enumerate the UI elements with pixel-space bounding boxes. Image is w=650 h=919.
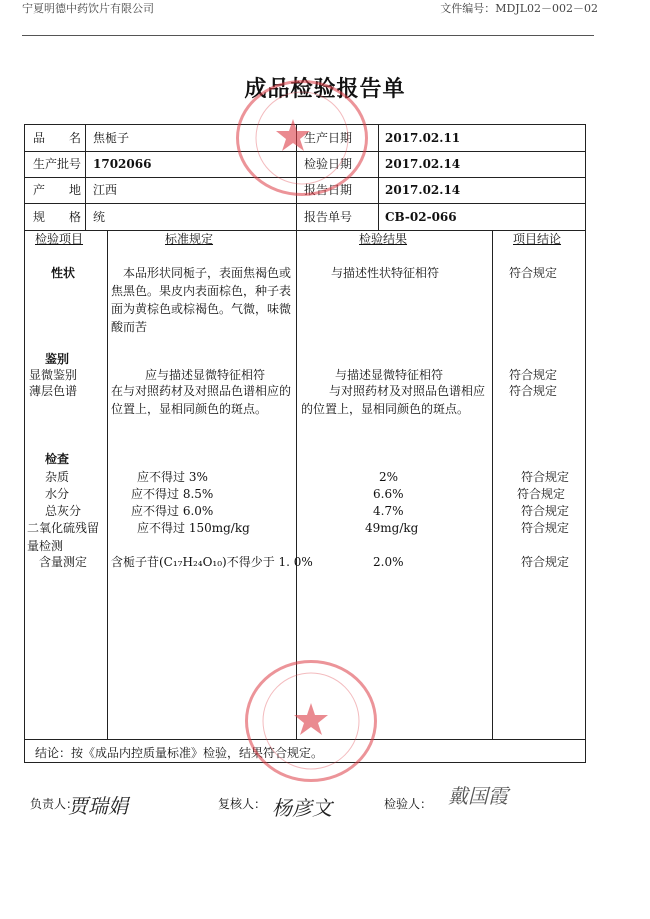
prod-date-label: 生产日期 (304, 131, 353, 145)
col-header-item: 检验项目 (35, 232, 84, 246)
item-ash: 总灰分 (45, 504, 82, 518)
review-label: 复核人： (218, 797, 267, 811)
row-divider (25, 203, 585, 204)
con-so2: 符合规定 (521, 521, 570, 535)
report-date: 2017.02.14 (385, 183, 461, 197)
page-title: 成品检验报告单 (244, 76, 406, 102)
std-tlc: 在与对照药材及对照品色谱相应的位置上，显相同颜色的斑点。 (111, 384, 292, 416)
res-moisture: 6.6% (373, 487, 404, 501)
col-header-result: 检验结果 (359, 232, 408, 246)
item-so2: 二氧化硫残留量检测 (27, 521, 100, 553)
con-impurity: 符合规定 (521, 470, 570, 484)
name-label: 品 名 (33, 131, 82, 145)
resp-label: 负责人： (30, 797, 79, 811)
item-inspection: 检查 (45, 452, 70, 466)
origin-label: 产 地 (33, 183, 82, 197)
review-signature: 杨彦文 (272, 796, 332, 820)
con-ash: 符合规定 (521, 504, 570, 518)
col-header-standard: 标准规定 (165, 232, 214, 246)
origin: 江西 (93, 183, 118, 197)
std-content: 含栀子苷(C₁₇H₂₄O₁₀)不得少于 1. 0% (111, 555, 313, 569)
row-divider (25, 230, 585, 231)
std-moisture: 应不得过 8.5% (131, 487, 214, 501)
batch-label: 生产批号 (33, 157, 82, 171)
prod-date: 2017.02.11 (385, 131, 461, 145)
test-date: 2017.02.14 (385, 157, 461, 171)
res-microscopy: 与描述显微特征相符 (335, 368, 444, 382)
res-appearance: 与描述性状特征相符 (331, 266, 440, 280)
report-number: CB-02-066 (385, 210, 457, 224)
std-impurity: 应不得过 3% (137, 470, 208, 484)
item-content: 含量测定 (39, 555, 88, 569)
res-ash: 4.7% (373, 504, 404, 518)
item-tlc: 薄层色谱 (29, 384, 78, 398)
spec: 统 (93, 210, 106, 224)
test-date-label: 检验日期 (304, 157, 353, 171)
std-so2: 应不得过 150mg/kg (137, 521, 250, 535)
con-appearance: 符合规定 (509, 266, 558, 280)
col-divider (107, 230, 108, 739)
report-date-label: 报告日期 (304, 183, 353, 197)
company-stamp-bottom (245, 660, 377, 782)
company-stamp-top (236, 80, 368, 196)
col-divider (492, 230, 493, 739)
std-appearance: 本品形状同栀子，表面焦褐色或焦黑色。果皮内表面棕色，种子表面为黄棕色或棕褐色。气微，味微酸而苦 (111, 266, 292, 334)
res-so2: 49mg/kg (365, 521, 419, 535)
inspect-label: 检验人： (384, 797, 433, 811)
item-impurity: 杂质 (45, 470, 70, 484)
col-divider (378, 125, 379, 230)
col-divider (296, 125, 297, 739)
item-microscopy: 显微鉴别 (29, 368, 78, 382)
conclusion: 结论：按《成品内控质量标准》检验，结果符合规定。 (35, 746, 324, 760)
con-content: 符合规定 (521, 555, 570, 569)
std-microscopy: 应与描述显微特征相符 (145, 368, 266, 382)
con-microscopy: 符合规定 (509, 368, 558, 382)
col-divider (85, 125, 86, 230)
doc-number: 文件编号：MDJL02－002－02 (440, 2, 598, 15)
header-divider (22, 35, 594, 36)
stamp-star-icon (239, 83, 365, 193)
resp-signature: 贾瑞娟 (68, 794, 128, 818)
res-impurity: 2% (379, 470, 399, 484)
product-name: 焦栀子 (93, 131, 130, 145)
res-tlc: 与对照药材及对照品色谱相应的位置上，显相同颜色的斑点。 (301, 384, 486, 416)
col-header-conclusion: 项目结论 (513, 232, 562, 246)
item-identification: 鉴别 (45, 352, 70, 366)
item-appearance: 性状 (51, 266, 76, 280)
res-content: 2.0% (373, 555, 404, 569)
std-ash: 应不得过 6.0% (131, 504, 214, 518)
inspect-signature: 戴国霞 (448, 784, 508, 808)
item-moisture: 水分 (45, 487, 70, 501)
company-header: 宁夏明德中药饮片有限公司 (22, 2, 154, 15)
report-no-label: 报告单号 (304, 210, 353, 224)
con-moisture: 符合规定 (517, 487, 566, 501)
con-tlc: 符合规定 (509, 384, 558, 398)
spec-label: 规 格 (33, 210, 82, 224)
batch-number: 1702066 (93, 157, 152, 171)
stamp-star-icon (248, 663, 374, 779)
